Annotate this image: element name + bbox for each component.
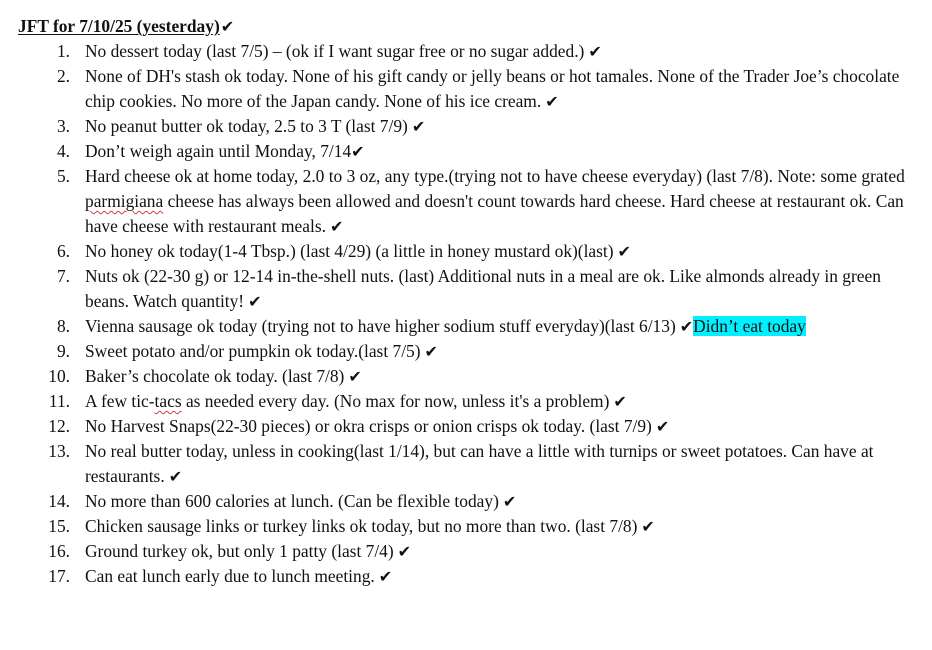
list-item: [18, 139, 918, 164]
item-number: 13.: [48, 441, 70, 461]
list-item: [18, 514, 918, 539]
item-text: Don’t weigh again until Monday, 7/14: [85, 141, 352, 161]
item-number: 9.: [56, 341, 70, 361]
item-number: 16.: [48, 541, 70, 561]
spellcheck-word: tacs: [154, 391, 182, 411]
item-number: 7.: [56, 266, 70, 286]
check-mark-icon: ✔: [617, 242, 631, 261]
list-item: [18, 339, 918, 364]
item-text: Baker’s chocolate ok today. (last 7/8): [85, 366, 345, 386]
item-number: 15.: [48, 516, 70, 536]
check-mark-icon: ✔: [329, 217, 344, 236]
check-mark-icon: ✔: [248, 292, 262, 311]
spellcheck-word: parmigiana: [85, 191, 164, 211]
item-text: No peanut butter ok today, 2.5 to 3 T (last 7/9): [85, 116, 408, 136]
list-item: [18, 414, 918, 439]
check-mark-icon: ✔: [168, 467, 183, 486]
item-number: 11.: [48, 391, 70, 411]
check-mark-icon: ✔: [220, 17, 235, 36]
item-number: 3.: [56, 116, 70, 136]
item-text-continued: cheese has always been allowed and doesn't count towards hard cheese. Hard cheese at restaurant ok. Can have cheese with restaurant meals.: [85, 191, 904, 236]
item-text: Sweet potato and/or pumpkin ok today.(last 7/5): [85, 341, 421, 361]
item-number: 14.: [48, 491, 70, 511]
check-mark-icon: ✔: [613, 392, 627, 411]
item-text: Nuts ok (22-30 g) or 12-14 in-the-shell nuts. (last) Additional nuts in a meal are ok. Like almonds already in green beans. Watch quantity!: [85, 266, 881, 311]
check-mark-icon: ✔: [348, 367, 362, 386]
item-number: 10.: [48, 366, 70, 386]
item-text: No dessert today (last 7/5) – (ok if I want sugar free or no sugar added.): [85, 41, 585, 61]
list-item: [18, 439, 918, 489]
check-mark-icon: ✔: [378, 567, 393, 586]
item-number: 6.: [56, 241, 70, 261]
item-text: Vienna sausage ok today (trying not to have higher sodium stuff everyday)(last 6/13): [85, 316, 676, 336]
document-title: [18, 14, 918, 39]
check-mark-icon: ✔: [411, 117, 426, 136]
check-mark-icon: ✔: [351, 142, 365, 161]
list-item: [18, 64, 918, 114]
list-item: [18, 164, 918, 239]
list-item: [18, 364, 918, 389]
item-number: 5.: [56, 166, 70, 186]
list-item: [18, 114, 918, 139]
item-text-continued: as needed every day. (No max for now, unless it's a problem): [181, 391, 610, 411]
highlighted-note: Didn’t eat today: [693, 316, 806, 336]
check-mark-icon: ✔: [545, 92, 559, 111]
item-number: 2.: [56, 66, 70, 86]
list-item: [18, 539, 918, 564]
title-text: JFT for 7/10/25 (yesterday): [18, 16, 220, 36]
list-item: [18, 264, 918, 314]
list-item: [18, 389, 918, 414]
item-text: Hard cheese ok at home today, 2.0 to 3 oz, any type.(trying not to have cheese everyday) (last 7/8). Note: some grated: [85, 166, 905, 186]
check-mark-icon: ✔: [641, 517, 655, 536]
list-item: [18, 564, 918, 589]
item-text: None of DH's stash ok today. None of his gift candy or jelly beans or hot tamales. None of the Trader Joe’s chocolate chip cookies. No more of the Japan candy. None of his ice cream.: [85, 66, 900, 111]
check-mark-icon: ✔: [424, 342, 438, 361]
food-rules-list: [18, 39, 918, 589]
item-number: 4.: [56, 141, 70, 161]
item-number: 1.: [56, 41, 70, 61]
item-text: No real butter today, unless in cooking(last 1/14), but can have a little with turnips or sweet potatoes. Can have at restaurants.: [85, 441, 874, 486]
check-mark-icon: ✔: [397, 542, 412, 561]
check-mark-icon: ✔: [502, 492, 517, 511]
item-text: No Harvest Snaps(22-30 pieces) or okra crisps or onion crisps ok today. (last 7/9): [85, 416, 652, 436]
item-number: 17.: [48, 566, 70, 586]
check-mark-icon: ✔: [679, 317, 694, 336]
item-text: A few tic-: [85, 391, 155, 411]
list-item: [18, 314, 918, 339]
check-mark-icon: ✔: [588, 42, 602, 61]
item-text: Ground turkey ok, but only 1 patty (last 7/4): [85, 541, 394, 561]
item-number: 12.: [48, 416, 70, 436]
list-item: [18, 239, 918, 264]
item-number: 8.: [56, 316, 70, 336]
check-mark-icon: ✔: [655, 417, 670, 436]
item-text: Can eat lunch early due to lunch meeting.: [85, 566, 375, 586]
document-page: [18, 14, 918, 589]
item-text: No honey ok today(1-4 Tbsp.) (last 4/29) (a little in honey mustard ok)(last): [85, 241, 614, 261]
list-item: [18, 489, 918, 514]
item-text: Chicken sausage links or turkey links ok today, but no more than two. (last 7/8): [85, 516, 638, 536]
list-item: [18, 39, 918, 64]
item-text: No more than 600 calories at lunch. (Can be flexible today): [85, 491, 499, 511]
